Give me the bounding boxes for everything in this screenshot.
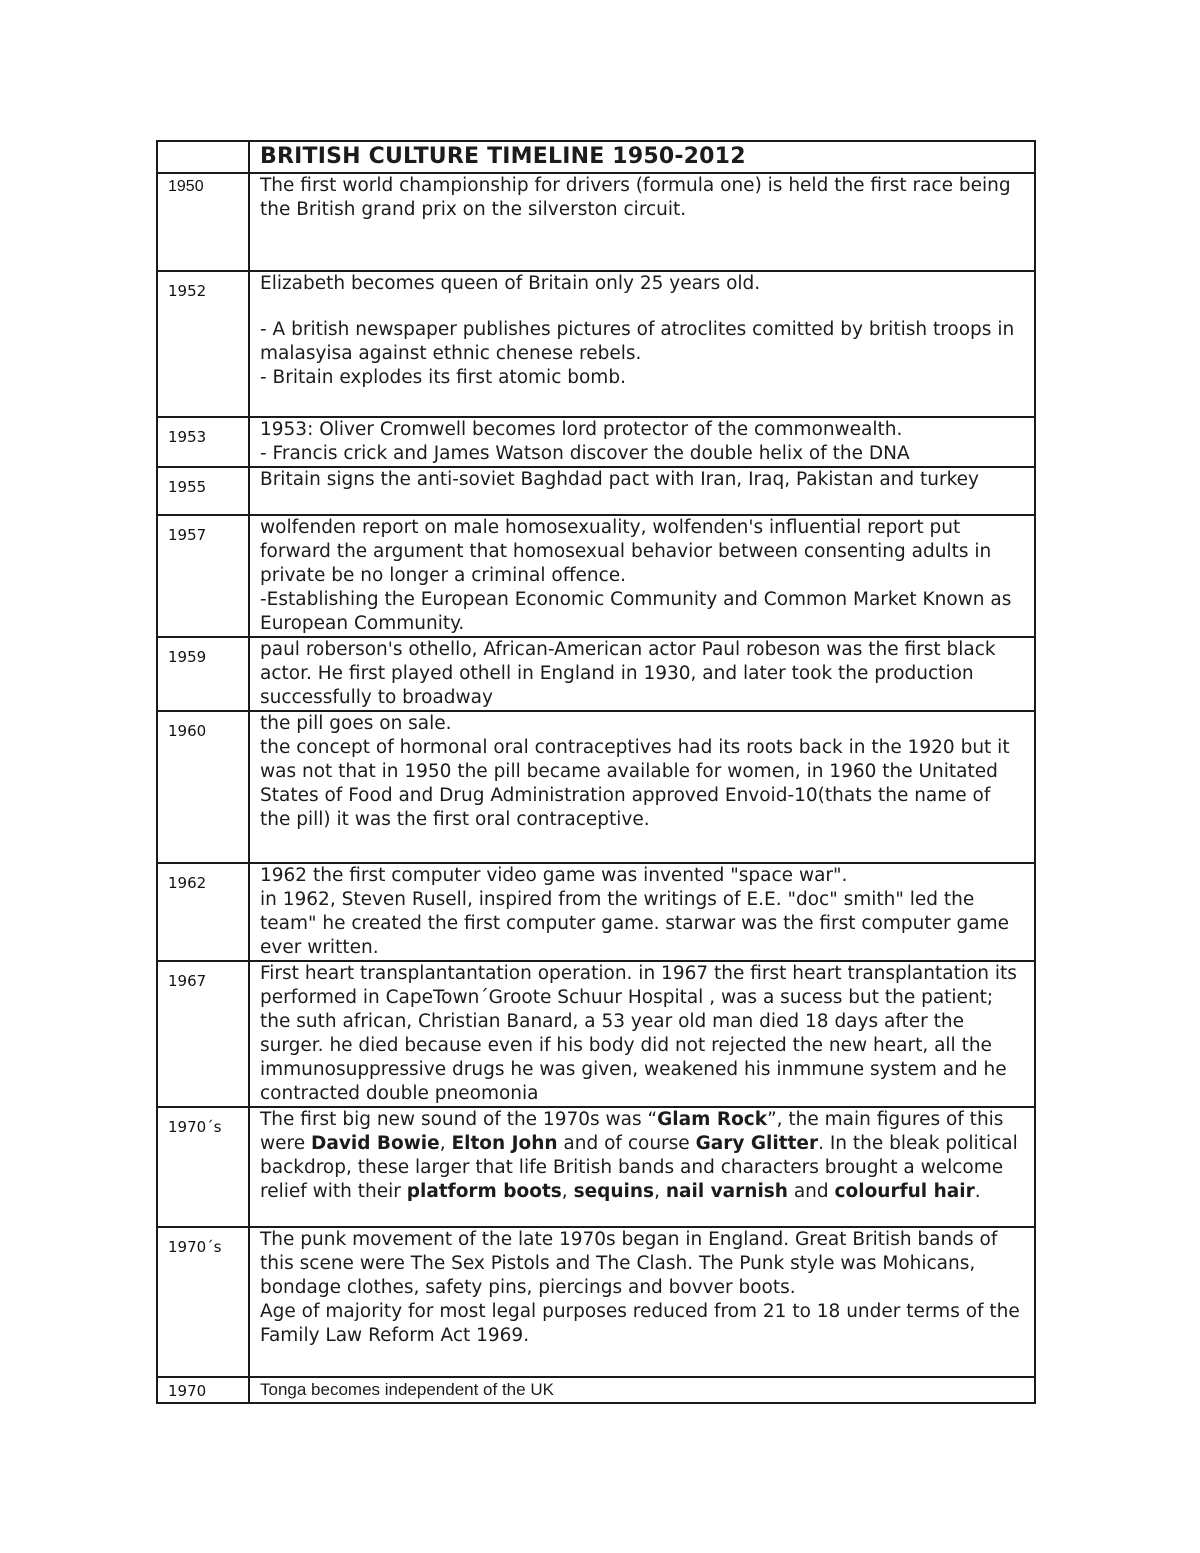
- table-row: [157, 1377, 1035, 1403]
- title-row: [157, 141, 1035, 173]
- text-run: ,: [439, 1133, 452, 1154]
- event-text: 1953: Oliver Cromwell becomes lord protector of the commonwealth.: [260, 419, 903, 440]
- timeline-table: [156, 140, 1036, 1404]
- table-row: [157, 863, 1035, 961]
- table-row: [157, 1227, 1035, 1377]
- table-row: [157, 515, 1035, 637]
- text-run: The first big new sound of the 1970s was “: [260, 1109, 658, 1130]
- year-label: 1953: [168, 428, 207, 446]
- event-cell: [249, 515, 1035, 637]
- year-label: 1967: [168, 972, 207, 990]
- event-text: [260, 1108, 1026, 1204]
- year-label: 1952: [168, 282, 207, 300]
- year-label: 1955: [168, 478, 207, 496]
- bold-term: Elton John: [451, 1133, 558, 1154]
- year-label: 1959: [168, 648, 207, 666]
- year-label: 1962: [168, 874, 207, 892]
- event-cell: [249, 1107, 1035, 1227]
- table-row: [157, 961, 1035, 1107]
- event-text: the concept of hormonal oral contraceptives had its roots back in the 1920 but it was not that in 1950 the pill became available for women, in 1960 the Unitated States of Food and Drug Administration approved Envoid-10(thats the name of the pill) it was the first oral contraceptive.: [260, 737, 1010, 830]
- event-cell: [249, 711, 1035, 863]
- text-run: .: [974, 1181, 981, 1202]
- event-cell: [249, 271, 1035, 417]
- text-run: and of course: [557, 1133, 696, 1154]
- text-run: ,: [561, 1181, 574, 1202]
- title-cell: [249, 141, 1035, 173]
- table-row: [157, 417, 1035, 467]
- event-text: Age of majority for most legal purposes reduced from 21 to 18 under terms of the Family Law Reform Act 1969.: [260, 1301, 1020, 1346]
- event-text: Britain signs the anti-soviet Baghdad pact with Iran, Iraq, Pakistan and turkey: [260, 469, 979, 490]
- event-cell: [249, 961, 1035, 1107]
- year-label: 1957: [168, 526, 207, 544]
- title-year-cell: [157, 141, 249, 173]
- table-row: [157, 467, 1035, 515]
- event-text: paul roberson's othello, African-American actor Paul robeson was the first black actor. He first played othell in England in 1930, and later took the production successfully to broadway: [260, 639, 996, 708]
- event-text: - A british newspaper publishes pictures of atroclites comitted by british troops in malasyisa against ethnic chenese rebels.: [260, 319, 1015, 364]
- table-row: [157, 1107, 1035, 1227]
- text-run: and: [787, 1181, 835, 1202]
- bold-term: colourful hair: [834, 1181, 975, 1202]
- text-run: ”, the main figures of this were: [260, 1109, 1004, 1154]
- event-text: - Francis crick and James Watson discover the double helix of the DNA: [260, 443, 910, 464]
- year-label: 1970´s: [168, 1118, 222, 1136]
- event-text: 1962 the first computer video game was invented "space war".: [260, 865, 848, 886]
- bold-term: David Bowie: [310, 1133, 440, 1154]
- event-text: Tonga becomes independent of the UK: [260, 1380, 554, 1399]
- table-row: [157, 173, 1035, 271]
- event-cell: [249, 173, 1035, 271]
- bold-term: nail varnish: [665, 1181, 788, 1202]
- year-label: 1960: [168, 722, 207, 740]
- text-run: . In the bleak political backdrop, these larger that life British bands and characters brought a welcome relief with their: [260, 1133, 1018, 1202]
- table-row: [157, 711, 1035, 863]
- event-text: The first world championship for drivers (formula one) is held the first race being the British grand prix on the silverston circuit.: [260, 175, 1011, 220]
- year-label: 1970´s: [168, 1238, 222, 1256]
- event-text: First heart transplantantation operation. in 1967 the first heart transplantation its performed in CapeTown´Groote Schuur Hospital , was a sucess but the patient; the suth african, Christian Banard, a 53 year old man died 18 days after the surger. he died because even if his body did not rejected the new heart, all the immunosuppressive drugs he was given, weakened his inmmune system and he contracted double pneomonia: [260, 963, 1017, 1104]
- event-cell: [249, 1227, 1035, 1377]
- bold-term: sequins: [573, 1181, 655, 1202]
- event-text: in 1962, Steven Rusell, inspired from the writings of E.E. "doc" smith" led the team" he created the first computer game. starwar was the first computer game ever written.: [260, 889, 1009, 958]
- event-text: the pill goes on sale.: [260, 713, 452, 734]
- bold-term: Gary Glitter: [695, 1133, 819, 1154]
- event-cell: [249, 467, 1035, 515]
- event-text: -Establishing the European Economic Community and Common Market Known as European Community.: [260, 589, 1012, 634]
- event-cell: [249, 1377, 1035, 1403]
- text-run: ,: [654, 1181, 666, 1202]
- year-label: 1970: [168, 1382, 207, 1400]
- table-row: [157, 637, 1035, 711]
- bold-term: Glam Rock: [657, 1109, 768, 1130]
- bold-term: platform boots: [406, 1181, 562, 1202]
- table-row: [157, 271, 1035, 417]
- event-text: wolfenden report on male homosexuality, wolfenden's influential report put forward the argument that homosexual behavior between consenting adults in private be no longer a criminal offence.: [260, 517, 992, 586]
- event-cell: [249, 863, 1035, 961]
- event-text: Elizabeth becomes queen of Britain only 25 years old.: [260, 273, 761, 294]
- year-label: 1950: [168, 178, 204, 195]
- event-text: - Britain explodes its first atomic bomb.: [260, 367, 626, 388]
- page-title: BRITISH CULTURE TIMELINE 1950-2012: [260, 144, 746, 169]
- event-cell: [249, 417, 1035, 467]
- event-cell: [249, 637, 1035, 711]
- event-text: The punk movement of the late 1970s began in England. Great British bands of this scene were The Sex Pistols and The Clash. The Punk style was Mohicans, bondage clothes, safety pins, piercings and bovver boots.: [260, 1229, 998, 1298]
